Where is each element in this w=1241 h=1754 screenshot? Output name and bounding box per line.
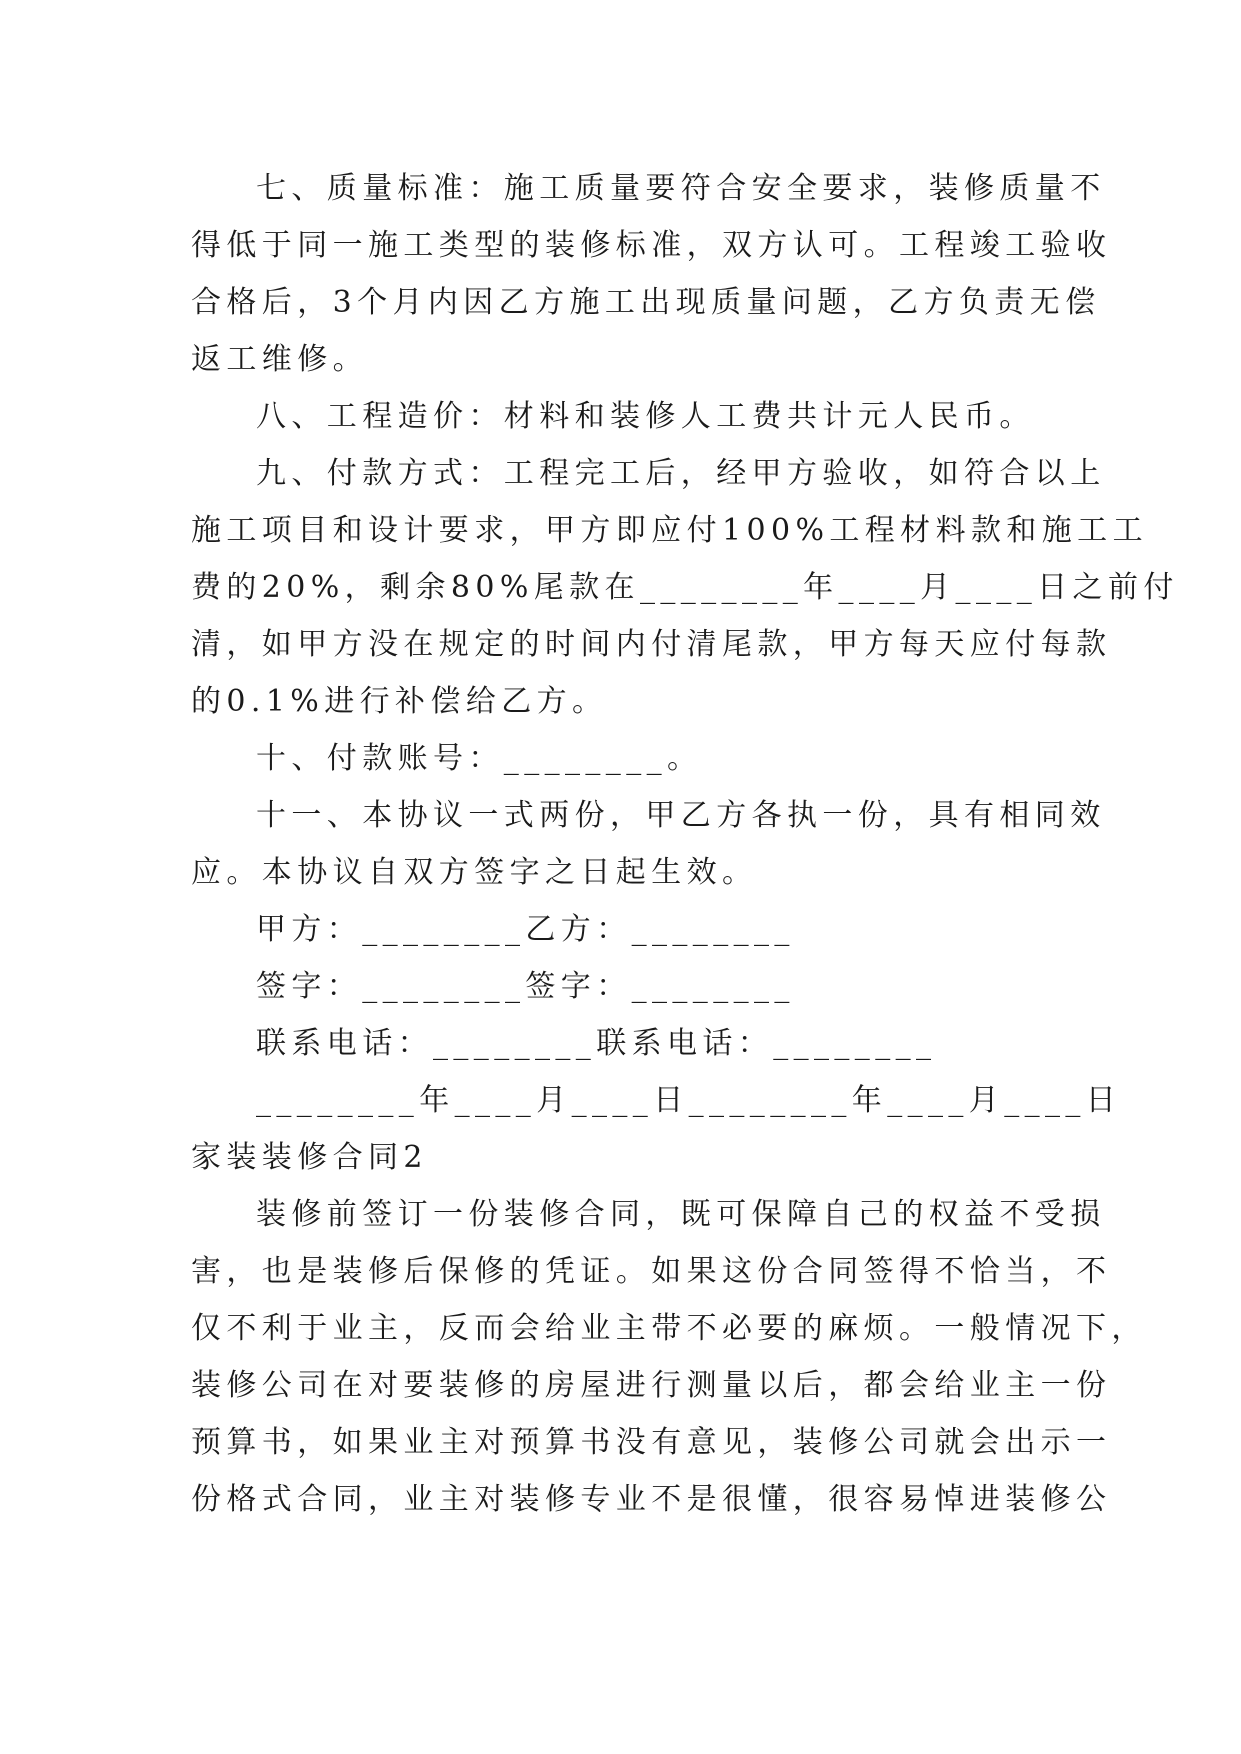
phone-line: 联系电话：________联系电话：________ (256, 1026, 937, 1061)
intro-line-1: 装修前签订一份装修合同，既可保障自己的权益不受损 (256, 1197, 1106, 1232)
intro-line-5: 预算书，如果业主对预算书没有意见，装修公司就会出示一 (191, 1425, 1112, 1460)
clause-8-line: 八、工程造价：材料和装修人工费共计元人民币。 (256, 399, 1035, 434)
clause-9-line-2: 施工项目和设计要求，甲方即应付100%工程材料款和施工工 (191, 513, 1148, 548)
clause-7-line-4: 返工维修。 (191, 342, 368, 377)
section-heading: 家装装修合同2 (191, 1140, 428, 1175)
clause-9-line-3: 费的20%，剩余80%尾款在________年____月____日之前付 (191, 570, 1179, 605)
clause-9-line-1: 九、付款方式：工程完工后，经甲方验收，如符合以上 (256, 456, 1106, 491)
intro-line-6: 份格式合同，业主对装修专业不是很懂，很容易悼进装修公 (191, 1482, 1112, 1517)
date-line: ________年____月____日________年____月____日 (256, 1083, 1122, 1118)
intro-line-3: 仅不利于业主，反而会给业主带不必要的麻烦。一般情况下， (191, 1311, 1147, 1346)
clause-11-line-2: 应。本协议自双方签字之日起生效。 (191, 855, 758, 890)
signature-line: 签字：________签字：________ (256, 969, 795, 1004)
intro-line-2: 害，也是装修后保修的凭证。如果这份合同签得不恰当，不 (191, 1254, 1112, 1289)
clause-9-line-4: 清，如甲方没在规定的时间内付清尾款，甲方每天应付每款 (191, 627, 1112, 662)
clause-7-line-3: 合格后，3个月内因乙方施工出现质量问题，乙方负责无偿 (191, 285, 1101, 320)
clause-10-line: 十、付款账号：________。 (256, 741, 703, 776)
party-line: 甲方：________乙方：________ (256, 912, 795, 947)
intro-line-4: 装修公司在对要装修的房屋进行测量以后，都会给业主一份 (191, 1368, 1112, 1403)
clause-11-line-1: 十一、本协议一式两份，甲乙方各执一份，具有相同效 (256, 798, 1106, 833)
document-body (191, 160, 1179, 1528)
clause-9-line-5: 的0.1%进行补偿给乙方。 (191, 684, 608, 719)
clause-7-line-2: 得低于同一施工类型的装修标准，双方认可。工程竣工验收 (191, 228, 1112, 263)
clause-7-line-1: 七、质量标准：施工质量要符合安全要求，装修质量不 (256, 171, 1106, 206)
